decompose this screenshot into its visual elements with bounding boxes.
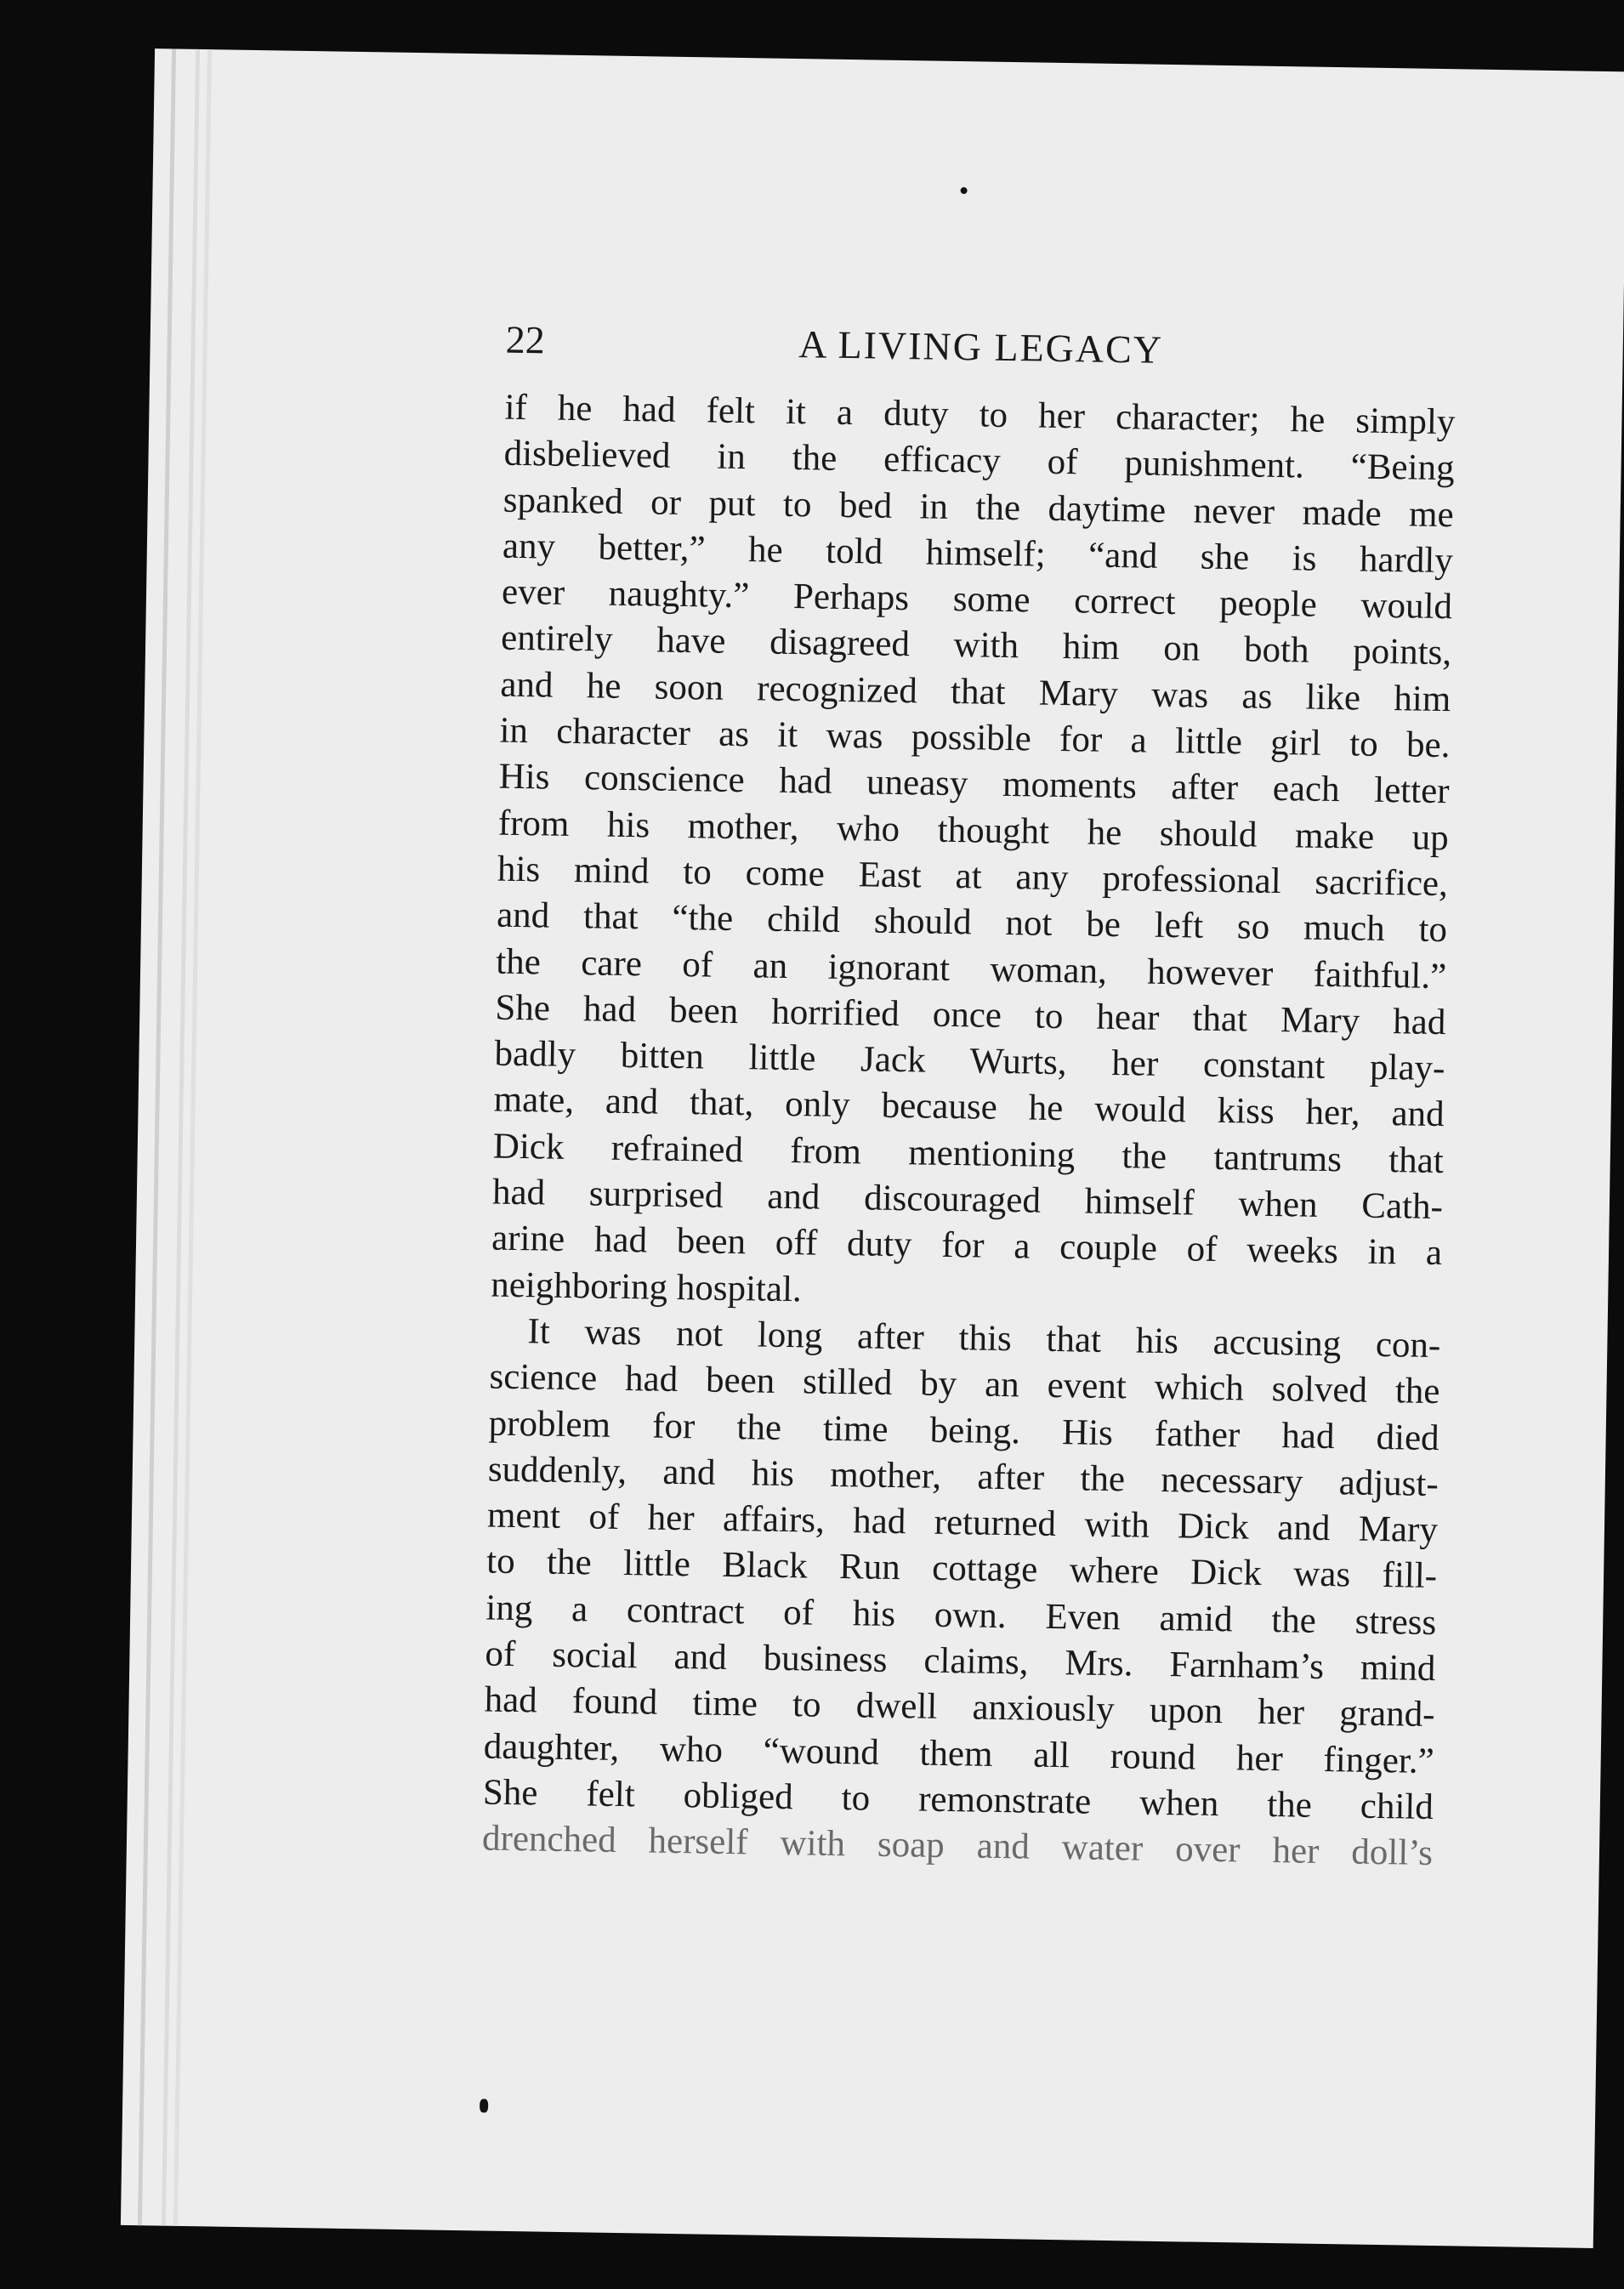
text-line: arine had been off duty for a couple of weeks in a xyxy=(491,1218,1443,1274)
paragraph xyxy=(482,1308,1441,1877)
text-line: the care of an ignorant woman, however faithful.” xyxy=(495,941,1447,997)
text-line: daughter, who “wound them all round her finger.” xyxy=(483,1726,1435,1781)
body-text xyxy=(482,385,1456,1877)
page-content xyxy=(482,310,1457,1877)
ink-speck xyxy=(480,2099,488,2112)
text-line: had found time to dwell anxiously upon her grand- xyxy=(484,1679,1435,1735)
text-line: entirely have disagreed with him on both points, xyxy=(500,618,1452,673)
ink-speck xyxy=(961,187,968,194)
text-line: His conscience had uneasy moments after each letter xyxy=(498,756,1450,812)
text-line: ment of her affairs, had returned with Dick and Mary xyxy=(486,1495,1439,1551)
page-number: 22 xyxy=(505,317,546,362)
text-line: badly bitten little Jack Wurts, her constant play- xyxy=(494,1033,1445,1089)
text-line: in character as it was possible for a little girl to be. xyxy=(499,710,1451,766)
text-line: drenched herself with soap and water over her doll’s xyxy=(481,1818,1434,1874)
text-line: disbelieved in the efficacy of punishment. “Being xyxy=(503,433,1455,489)
text-line: any better,” he told himself; “and she is hardly xyxy=(502,525,1454,582)
text-line: science had been stilled by an event which solved the xyxy=(489,1356,1440,1412)
text-line: neighboring hospital. xyxy=(490,1264,803,1309)
text-line: from his mother, who thought he should make up xyxy=(497,803,1450,858)
text-line: of social and business claims, Mrs. Farnham’s mind xyxy=(485,1633,1436,1690)
text-line: suddenly, and his mother, after the necessary adjust- xyxy=(487,1449,1439,1504)
text-line: She felt obliged to remonstrate when the child xyxy=(482,1772,1434,1827)
text-line: ing a contract of his own. Even amid the stress xyxy=(485,1588,1437,1643)
text-line: to the little Black Run cottage where Dick was fill- xyxy=(485,1541,1438,1597)
text-line: if he had felt it a duty to her character; he simply xyxy=(504,387,1456,443)
text-line: ever naughty.” Perhaps some correct people would xyxy=(501,571,1453,628)
text-line: It was not long after this that his accusing con- xyxy=(527,1311,1441,1366)
text-line: problem for the time being. His father had died xyxy=(488,1403,1439,1458)
text-line: mate, and that, only because he would kiss her, and xyxy=(493,1080,1445,1135)
text-line: his mind to come East at any professional sacrifice, xyxy=(497,849,1449,905)
book-page xyxy=(121,48,1624,2248)
text-line: spanked or put to bed in the daytime never made me xyxy=(503,480,1455,535)
text-line: had surprised and discouraged himself when Cath- xyxy=(491,1172,1444,1228)
text-line: and he soon recognized that Mary was as like him xyxy=(500,664,1451,719)
running-head: A LIVING LEGACY xyxy=(798,322,1164,372)
text-line: and that “the child should not be left so much to xyxy=(496,895,1448,951)
page-header xyxy=(505,310,1456,385)
text-line: Dick refrained from mentioning the tantrums that xyxy=(492,1126,1445,1181)
paragraph xyxy=(491,385,1456,1323)
text-line: She had been horrified once to hear that Mary had xyxy=(495,987,1446,1042)
